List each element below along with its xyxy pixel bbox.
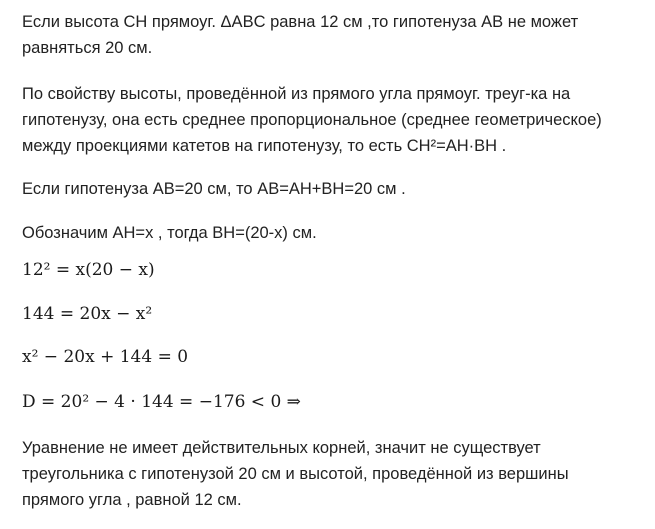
paragraph-conclusion [22, 435, 569, 513]
text-line: равняться 20 см. [22, 39, 153, 57]
text-line: Уравнение не имеет действительных корней, значит не существует [22, 439, 541, 457]
text-line: гипотенузу, она есть среднее пропорциональное (среднее геометрическое) [22, 111, 602, 129]
paragraph-intro [22, 9, 578, 61]
formula-discriminant: D = 20² − 4 · 144 = −176 < 0 ⇒ [22, 392, 301, 412]
paragraph-hypotenuse: Если гипотенуза AB=20 см, то AB=AH+BH=20 см . [22, 180, 406, 198]
paragraph-height-property [22, 81, 602, 159]
text-line: Если высота CH прямоуг. ΔABC равна 12 см ,то гипотенуза AB не может [22, 13, 579, 31]
text-line: между проекциями катетов на гипотенузу, то есть CH²=AH·BH . [22, 137, 507, 155]
formula-expanded: 144 = 20x − x² [22, 304, 153, 324]
formula-quadratic: x² − 20x + 144 = 0 [22, 347, 189, 367]
text-line: прямого угла , равной 12 см. [22, 491, 242, 509]
paragraph-notation: Обозначим AH=x , тогда BH=(20-x) см. [22, 224, 317, 242]
text-line: По свойству высоты, проведённой из прямого угла прямоуг. треуг-ка на [22, 85, 571, 103]
text-line: треугольника с гипотенузой 20 см и высотой, проведённой из вершины [22, 465, 569, 483]
formula-equation: 12² = x(20 − x) [22, 260, 155, 280]
